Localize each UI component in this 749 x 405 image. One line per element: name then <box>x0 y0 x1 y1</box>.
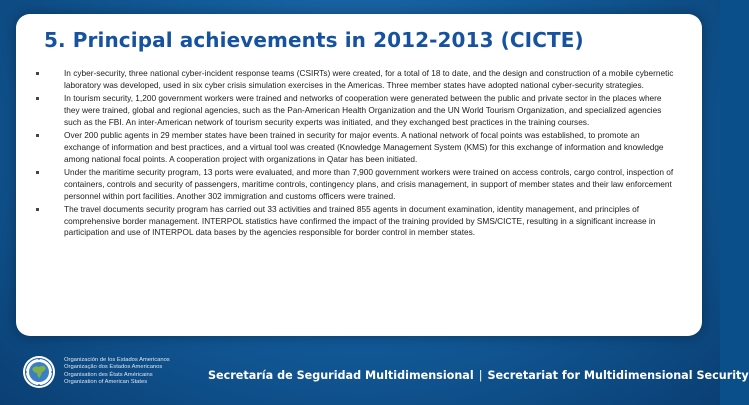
org-name-fr: Organisation des États Américains <box>64 371 153 378</box>
bullet-list <box>36 68 676 241</box>
org-name-en: Organization of American States <box>64 379 148 386</box>
bullet-marker-icon <box>36 97 39 100</box>
secretariat-name-en: Secretariat for Multidimensional Security <box>487 369 749 382</box>
oas-seal-icon <box>22 355 56 389</box>
bullet-text: In tourism security, 1,200 government workers were trained and networks of cooperation were generated between the public and private sector in the places where they were trained, global and regional agencies, such as the Pan-American Health Organization and the UN World Tourism Organization, and specialized agencies such as the FBI. An inter-American network of tourism security experts was initiated, and they exchanged best practices in the training courses. <box>64 93 662 127</box>
bullet-item <box>36 68 676 91</box>
bullet-item <box>36 167 676 202</box>
secretariat-banner <box>208 369 749 382</box>
footer-bar <box>0 340 749 405</box>
bullet-item <box>36 204 676 239</box>
bullet-text: In cyber-security, three national cyber-incident response teams (CSIRTs) were created, for a total of 18 to date, and the design and construction of a mobile cybernetic laboratory was developed, used in six cyber crisis simulation exercises in the Americas. Three member states have adopted national cyber-security strategies. <box>64 68 674 90</box>
bullet-marker-icon <box>36 134 39 137</box>
org-name-pt: Organização dos Estados Americanos <box>64 364 163 371</box>
secretariat-separator: | <box>478 369 483 382</box>
bullet-item <box>36 130 676 165</box>
bullet-text: The travel documents security program has carried out 33 activities and trained 855 agents in document examination, identity management, and principles of comprehensive border management. INTERPOL statistics have confirmed the impact of the training provided by SMS/CICTE, resulting in a significant increase in participation and use of INTERPOL data bases by the agencies responsible for border control in member states. <box>64 204 656 238</box>
bullet-item <box>36 93 676 128</box>
org-name-es: Organización de los Estados Americanos <box>64 357 170 363</box>
organization-names <box>64 357 204 387</box>
slide-title: 5. Principal achievements in 2012-2013 (CICTE) <box>44 28 584 52</box>
bullet-text: Under the maritime security program, 13 ports were evaluated, and more than 7,900 government workers were trained on access controls, cargo control, inspection of containers, controls and security of passengers, maritime controls, contingency plans, and crisis management, in support of member states and their law enforcement personnel within port facilities. Another 302 immigration and customs officers were trained. <box>64 167 674 201</box>
bullet-marker-icon <box>36 72 39 75</box>
bullet-marker-icon <box>36 171 39 174</box>
secretariat-name-es: Secretaría de Seguridad Multidimensional <box>208 369 474 382</box>
bullet-marker-icon <box>36 208 39 211</box>
bullet-text: Over 200 public agents in 29 member states have been trained in security for major events. A national network of focal points was established, to promote an exchange of information and best practices, and a virtual tool was created (Knowledge Management System (KMS) for this exchange of information and knowledge among national focal points. A cooperation project with organizations in Qatar has been initiated. <box>64 130 664 164</box>
